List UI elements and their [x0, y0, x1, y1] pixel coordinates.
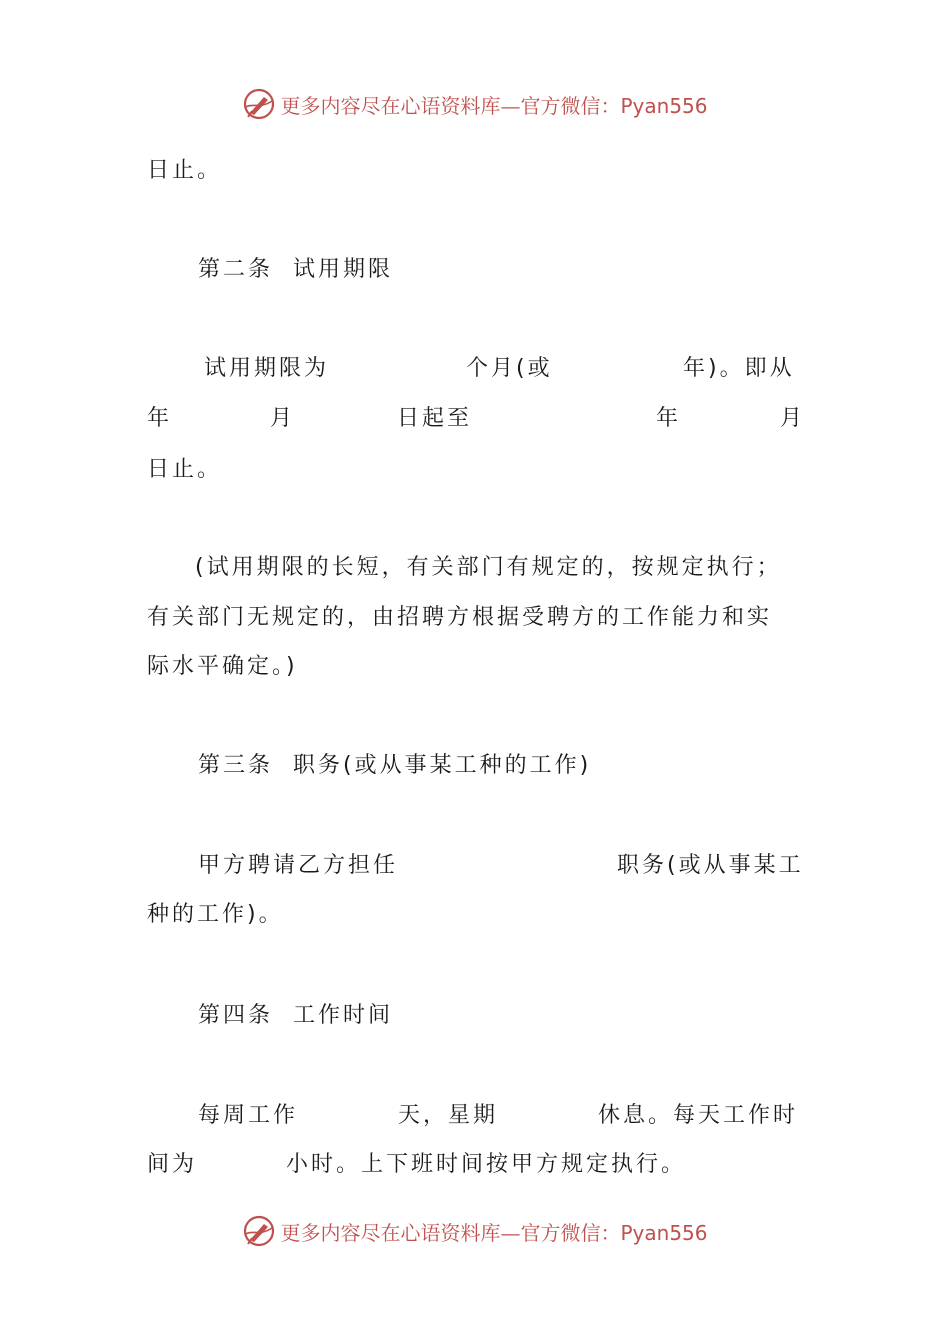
probation-month-2: 月 [780, 406, 806, 431]
watermark-wechat-id: Pyan556 [620, 93, 708, 118]
watermark-banner-bottom [0, 1209, 950, 1253]
probation-note-1: (试用期限的长短，有关部门有规定的，按规定执行； [195, 555, 782, 580]
probation-month-1: 月 [270, 406, 296, 431]
article-2-title: 第二条 试用期限 [198, 257, 393, 282]
probation-from-to: 日起至 [397, 406, 473, 431]
probation-text-b: 个月(或 [466, 356, 553, 381]
watermark-wechat-id: Pyan556 [620, 1220, 708, 1245]
pen-logo-icon [242, 1214, 276, 1248]
article-4-title: 第四条 工作时间 [198, 1003, 393, 1028]
watermark-banner-top [0, 82, 950, 126]
position-text-a: 甲方聘请乙方担任 [198, 853, 399, 878]
probation-year-1: 年 [147, 406, 173, 431]
position-text-c: 种的工作)。 [147, 902, 284, 927]
watermark-text: 更多内容尽在心语资料库—官方微信：Pyan556 [280, 1220, 708, 1245]
hours-text-a: 每周工作 [198, 1103, 299, 1128]
position-text-b: 职务(或从事某工 [617, 853, 804, 878]
hours-text-d: 间为 [147, 1152, 198, 1177]
probation-note-3: 际水平确定。) [147, 654, 298, 679]
hours-text-c: 休息。每天工作时 [598, 1103, 799, 1128]
probation-text-a: 试用期限为 [204, 356, 330, 381]
pen-logo-icon [242, 87, 276, 121]
watermark-text: 更多内容尽在心语资料库—官方微信：Pyan556 [280, 93, 708, 118]
article-3-title: 第三条 职务(或从事某工种的工作) [198, 753, 592, 778]
probation-end: 日止。 [147, 457, 223, 482]
probation-year-2: 年 [656, 406, 682, 431]
probation-text-c: 年)。即从 [683, 356, 795, 381]
hours-text-b: 天，星期 [398, 1103, 499, 1128]
probation-note-2: 有关部门无规定的，由招聘方根据受聘方的工作能力和实 [147, 605, 773, 630]
hours-text-e: 小时。上下班时间按甲方规定执行。 [286, 1152, 687, 1177]
doc-line-end: 日止。 [147, 158, 223, 183]
